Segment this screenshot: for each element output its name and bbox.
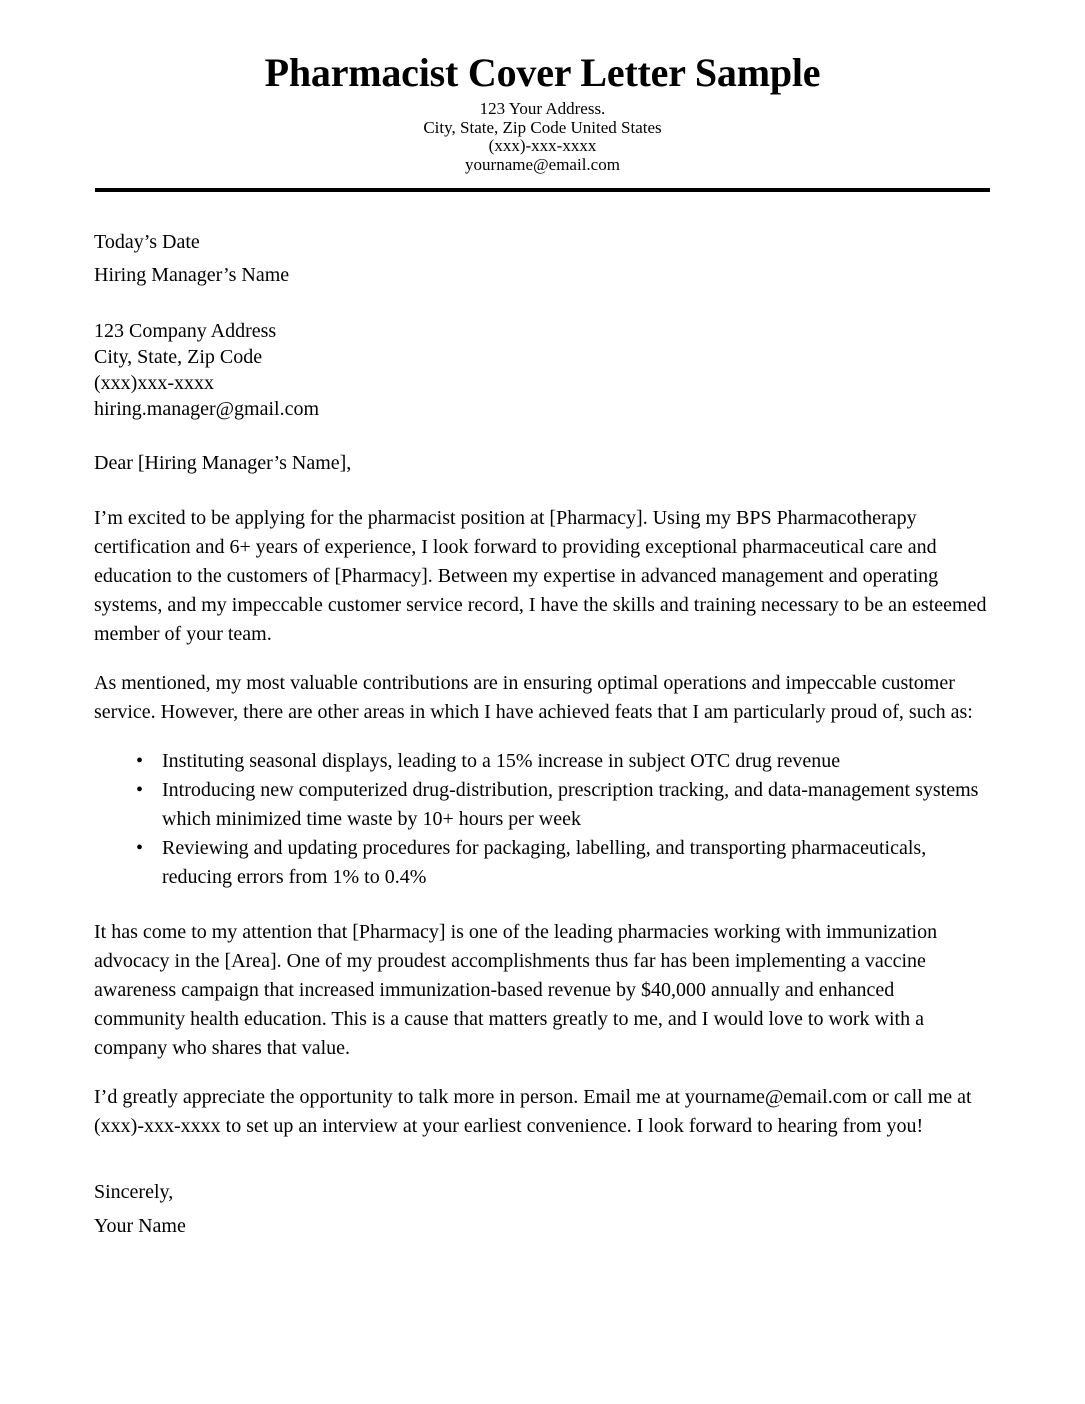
spacer bbox=[94, 1141, 990, 1175]
body-paragraph-4: I’d greatly appreciate the opportunity to talk more in person. Email me at yourname@email.com or call me at (xxx)-xxx-xxxx to set up an interview at your earliest convenience. I look forward to hearing from you! bbox=[94, 1086, 972, 1137]
list-item bbox=[94, 747, 990, 776]
list-item bbox=[94, 834, 990, 892]
page-title: Pharmacist Cover Letter Sample bbox=[264, 50, 821, 95]
recipient-address-line: City, State, Zip Code bbox=[94, 346, 263, 368]
contact-email: yourname@email.com bbox=[465, 154, 620, 174]
contact-phone: (xxx)-xxx-xxxx bbox=[488, 136, 597, 155]
list-item-text: Introducing new computerized drug-distribution, prescription tracking, and data-management systems which minimized time waste by 10+ hours per week bbox=[162, 779, 979, 830]
recipient-address-line: hiring.manager@gmail.com bbox=[94, 398, 320, 420]
body-paragraph-2: As mentioned, my most valuable contributions are in ensuring optimal operations and impeccable customer service. However, there are other areas in which I have achieved feats that I am particularly proud of, such as: bbox=[94, 672, 973, 723]
signature-name: Your Name bbox=[94, 1215, 186, 1237]
bullet-icon: • bbox=[136, 750, 144, 772]
list-item-text: Reviewing and updating procedures for packaging, labelling, and transporting pharmaceuticals, reducing errors from 1% to 0.4% bbox=[162, 837, 927, 888]
recipient-address-line: (xxx)xxx-xxxx bbox=[94, 372, 214, 394]
header-divider bbox=[95, 188, 990, 192]
spacer bbox=[94, 292, 990, 318]
date-and-recipient bbox=[94, 226, 990, 292]
spacer bbox=[94, 727, 990, 747]
spacer bbox=[94, 478, 990, 504]
closing: Sincerely, bbox=[94, 1181, 174, 1203]
letter-date: Today’s Date bbox=[94, 231, 200, 253]
recipient-name: Hiring Manager’s Name bbox=[94, 264, 290, 286]
bullet-icon: • bbox=[136, 837, 144, 859]
body-paragraph-1: I’m excited to be applying for the pharmacist position at [Pharmacy]. Using my BPS Pharmacotherapy certification and 6+ years of experience, I look forward to providing exceptional pharmaceutical care and education to the customers of [Pharmacy]. Between my expertise in advanced management and operating systems, and my impeccable customer service record, I have the skills and training necessary to be an esteemed member of your team. bbox=[94, 507, 987, 645]
contact-block bbox=[193, 100, 893, 174]
body-paragraph-3: It has come to my attention that [Pharmacy] is one of the leading pharmacies working with immunization advocacy in the [Area]. One of my proudest accomplishments thus far has been implementing a vaccine awareness campaign that increased immunization-based revenue by $40,000 annually and enhanced community health education. This is a cause that matters greatly to me, and I would love to work with a company who shares that value. bbox=[94, 921, 938, 1059]
achievements-list bbox=[94, 747, 990, 892]
salutation: Dear [Hiring Manager’s Name], bbox=[94, 452, 352, 474]
recipient-address-line: 123 Company Address bbox=[94, 320, 277, 342]
recipient-address bbox=[94, 318, 990, 422]
contact-city-state-zip: City, State, Zip Code United States bbox=[423, 117, 662, 137]
list-item bbox=[94, 776, 990, 834]
contact-street: 123 Your Address. bbox=[479, 99, 606, 118]
letterhead bbox=[0, 0, 1085, 192]
spacer bbox=[94, 1063, 990, 1083]
letter-body bbox=[0, 226, 1085, 1243]
spacer bbox=[94, 892, 990, 918]
spacer bbox=[94, 422, 990, 448]
list-item-text: Instituting seasonal displays, leading to a 15% increase in subject OTC drug revenue bbox=[162, 750, 841, 772]
bullet-icon: • bbox=[136, 779, 144, 801]
spacer bbox=[94, 649, 990, 669]
